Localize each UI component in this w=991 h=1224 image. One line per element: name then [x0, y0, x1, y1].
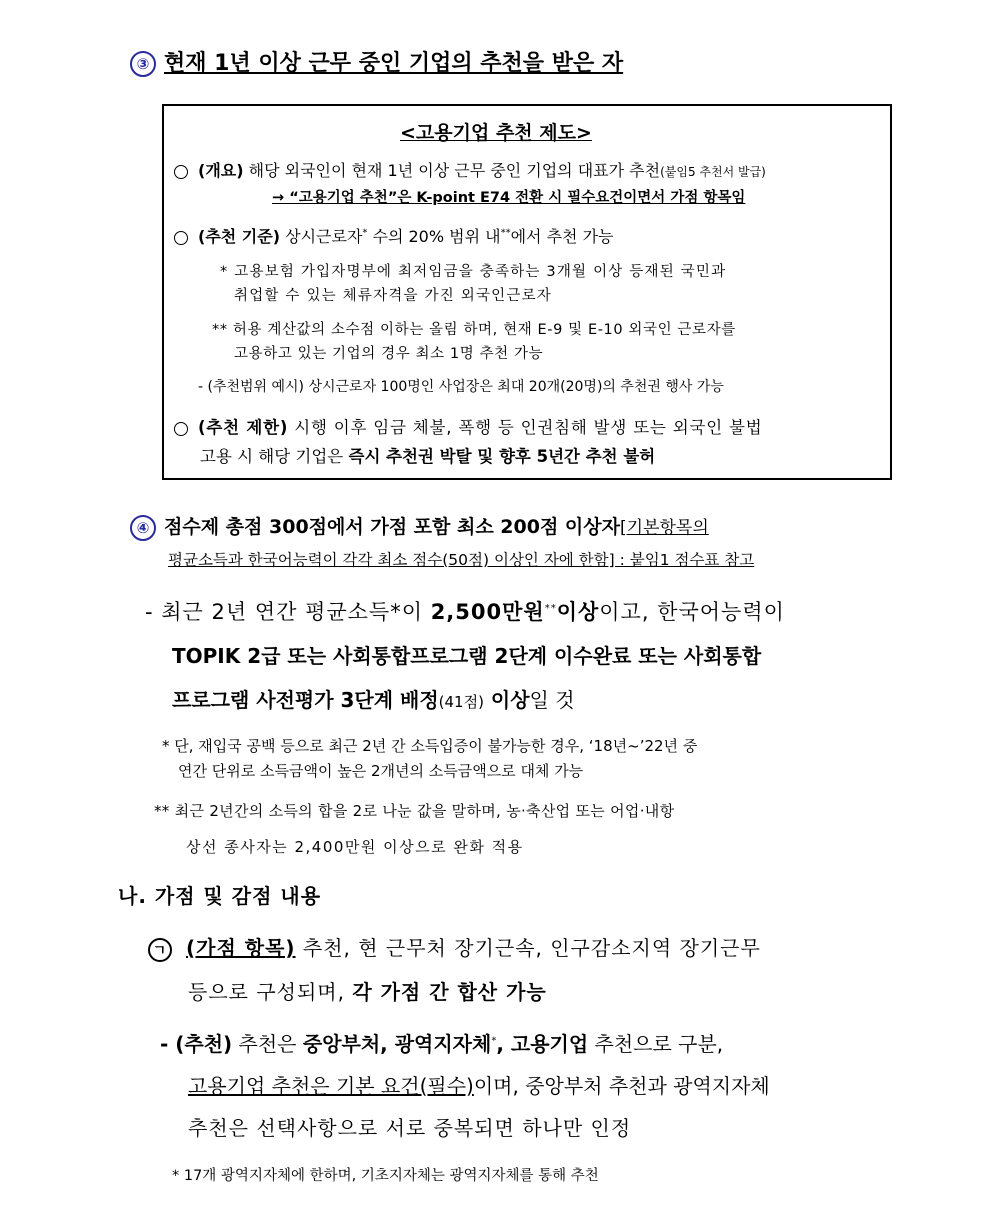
circle-bullet-icon: [174, 231, 188, 245]
recommendation-line-2: [188, 1070, 770, 1099]
income-note-2-cont: 상선 종사자는 2,400만원 이상으로 완화 적용: [186, 838, 524, 856]
criteria-line: [174, 224, 614, 247]
recommendation-bold: , 고용기업: [496, 1032, 589, 1056]
overview-text: 해당 외국인이 현재 1년 이상 근무 중인 기업의 대표가 추천: [243, 161, 661, 180]
overview-arrow-note: → “고용기업 추천”은 K-point E74 전환 시 필수요건이면서 가점 항목임: [272, 190, 746, 206]
income-text: - 최근 2년 연간 평균소득*이: [145, 600, 431, 624]
criteria-note-1: * 고용보험 가입자명부에 최저임금을 충족하는 3개월 이상 등재된 국민과: [220, 264, 727, 280]
limit-label: (추천 제한): [198, 418, 289, 437]
income-note-1: * 단, 재입국 공백 등으로 최근 2년 간 소득입증이 불가능한 경우, ‘18년~’22년 중: [162, 737, 698, 755]
criteria-text: 상시근로자: [280, 227, 363, 246]
ga-marker-icon: ㄱ: [148, 938, 172, 962]
limit-line: [174, 414, 762, 438]
section-4-title-rest: [기본항목의: [620, 518, 709, 538]
recommendation-line-1: [160, 1028, 723, 1057]
income-line-2: TOPIK 2급 또는 사회통합프로그램 2단계 이수완료 또는 사회통합: [172, 644, 762, 668]
criteria-sup: *: [362, 227, 368, 239]
recommendation-example: - (추천범위 예시) 상시근로자 100명인 사업장은 최대 20개(20명)의 추천권 행사 가능: [198, 379, 724, 395]
limit-bold: 즉시 추천권 박탈 및 향후 5년간 추천 불허: [348, 447, 656, 466]
section-number-icon: ④: [130, 515, 156, 541]
criteria-text: 에서 추천 가능: [510, 227, 614, 246]
section-number-icon: ③: [130, 51, 156, 77]
bonus-items-line-2: [188, 976, 547, 1005]
recommendation-sup: *: [491, 1035, 497, 1047]
income-bold: 프로그램 사전평가 3단계 배정: [172, 688, 439, 712]
circle-bullet-icon: [174, 165, 188, 179]
income-note-1-cont: 연간 단위로 소득금액이 높은 2개년의 소득금액으로 대체 가능: [178, 762, 584, 780]
recommendation-text: 추천으로 구분,: [588, 1032, 724, 1056]
income-bold: 이상: [483, 688, 530, 712]
section-na-heading: 나. 가점 및 감점 내용: [118, 884, 322, 908]
limit-text: 고용 시 해당 기업은: [200, 447, 349, 466]
recommendation-underlined: 고용기업 추천은 기본 요건(필수): [188, 1074, 474, 1098]
income-text: 일 것: [529, 688, 575, 712]
section-4-subtitle: 평균소득과 한국어능력이 각각 최소 점수(50점) 이상인 자에 한함] : 붙임1 점수표 참고: [168, 551, 755, 569]
recommendation-text: 추천은: [232, 1032, 303, 1056]
limit-line-2: [200, 443, 655, 467]
section-3-heading: [130, 46, 623, 77]
criteria-note-2: ** 허용 계산값의 소수점 이하는 올림 하며, 현재 E-9 및 E-10 외국인 근로자를: [212, 322, 736, 338]
recommendation-label: - (추천): [160, 1032, 233, 1056]
income-score: (41점): [438, 693, 484, 711]
recommendation-text: 이며, 중앙부처 추천과 광역지자체: [473, 1074, 770, 1098]
income-amount: 2,500만원: [430, 600, 545, 624]
income-line-3: [172, 684, 575, 713]
section-3-title: 현재 1년 이상 근무 중인 기업의 추천을 받은 자: [164, 51, 624, 76]
income-sup: **: [544, 603, 557, 614]
bonus-items-text: 등으로 구성되며,: [188, 980, 353, 1004]
recommendation-footnote: * 17개 광역지자체에 한하며, 기초지자체는 광역지자체를 통해 추천: [172, 1168, 599, 1184]
bonus-items-line-1: [148, 932, 761, 962]
criteria-note-2-cont: 고용하고 있는 기업의 경우 최소 1명 추천 가능: [234, 346, 544, 362]
section-4-heading: [130, 512, 709, 541]
income-note-2: ** 최근 2년간의 소득의 합을 2로 나눈 값을 말하며, 농·축산업 또는 어업·내항: [154, 802, 675, 820]
bonus-items-text: 추천, 현 근무처 장기근속, 인구감소지역 장기근무: [295, 936, 761, 960]
overview-small: (붙임5 추천서 발급): [660, 165, 766, 179]
section-4-title: 점수제 총점 300점에서 가점 포함 최소 200점 이상자: [164, 516, 620, 538]
overview-label: (개요): [198, 161, 244, 180]
bonus-items-bold: 각 가점 간 합산 가능: [352, 980, 547, 1004]
income-above: 이상: [556, 600, 600, 624]
circle-bullet-icon: [174, 422, 188, 436]
limit-text: 시행 이후 임금 체불, 폭행 등 인권침해 발생 또는 외국인 불법: [288, 418, 763, 437]
income-line-1: [145, 596, 785, 626]
criteria-text: 수의 20% 범위 내: [367, 227, 501, 246]
criteria-sup: **: [500, 227, 511, 239]
income-text: 이고, 한국어능력이: [599, 600, 785, 624]
criteria-label: (추천 기준): [198, 227, 281, 246]
overview-line: [174, 158, 766, 181]
bonus-items-label: (가점 항목): [186, 936, 296, 960]
box-title: <고용기업 추천 제도>: [400, 122, 592, 144]
criteria-note-1-cont: 취업할 수 있는 체류자격을 가진 외국인근로자: [234, 288, 552, 304]
recommendation-bold: 중앙부처, 광역지자체: [302, 1032, 492, 1056]
recommendation-line-3: 추천은 선택사항으로 서로 중복되면 하나만 인정: [188, 1116, 632, 1140]
